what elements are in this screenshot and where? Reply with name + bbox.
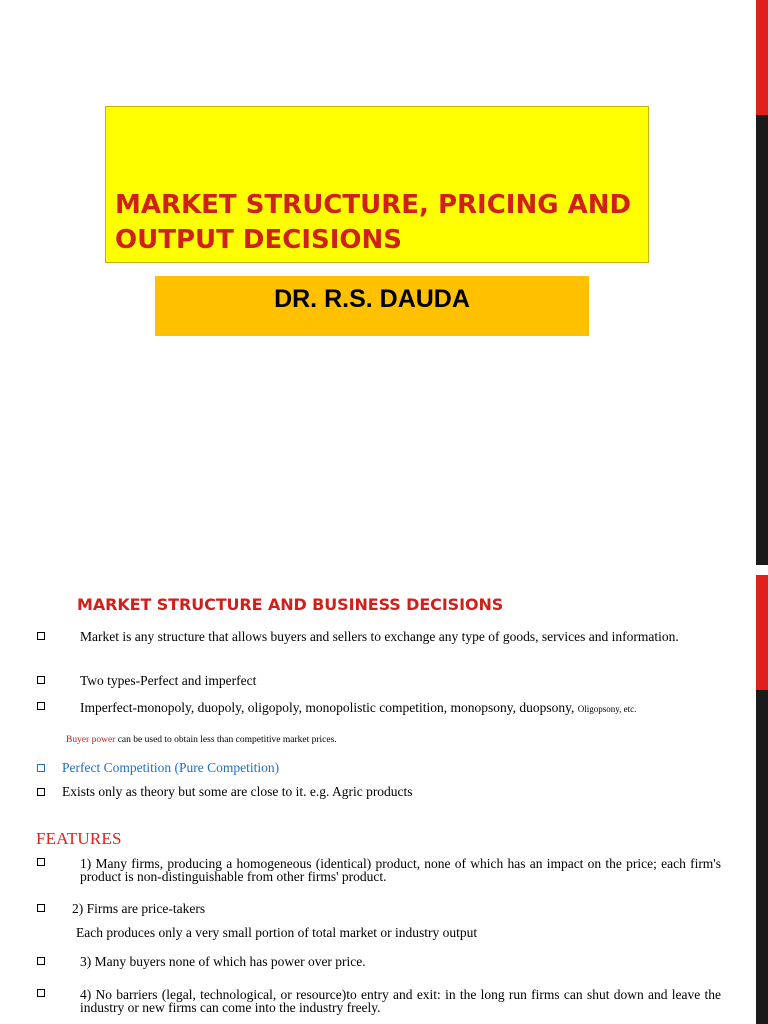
bullet-two-types: Two types-Perfect and imperfect: [80, 673, 257, 688]
square-bullet-icon: [37, 676, 45, 684]
exists-only-text: Exists only as theory but some are close to it. e.g. Agric products: [62, 784, 413, 799]
feature-many-buyers: 3) Many buyers none of which has power over price.: [80, 954, 366, 969]
square-bullet-icon: [37, 632, 45, 640]
bullet-imperfect-types: [80, 701, 636, 716]
features-heading: FEATURES: [36, 829, 122, 848]
square-bullet-icon: [37, 858, 45, 866]
feature-no-barriers: 4) No barriers (legal, technological, or resource)to entry and exit: in the long run firms can shut down and leave the industry or new firms can come into the industry freely.: [80, 987, 721, 1015]
feature-price-takers-detail: Each produces only a very small portion of total market or industry output: [76, 925, 478, 940]
square-bullet-icon: [37, 788, 45, 796]
content-slide: [0, 565, 768, 1024]
square-bullet-icon: [37, 904, 45, 912]
square-bullet-icon: [37, 957, 45, 965]
author-name: DR. R.S. DAUDA: [274, 285, 470, 313]
imperfect-types-text: Imperfect-monopoly, duopoly, oligopoly, monopolistic competition, monopsony, duopsony,: [80, 700, 575, 715]
square-bullet-icon: [37, 764, 45, 772]
buyer-power-label: Buyer power: [66, 735, 116, 745]
author-box: [155, 276, 589, 336]
buyer-power-text: can be used to obtain less than competitive market prices.: [117, 735, 337, 745]
buyer-power-note: [66, 734, 337, 747]
bullet-market-definition: Market is any structure that allows buyers and sellers to exchange any type of goods, services and information.: [80, 629, 679, 644]
perfect-competition-heading: Perfect Competition (Pure Competition): [62, 760, 280, 775]
slide-accent-bar-red: [756, 0, 768, 115]
slide-accent-bar-red: [756, 575, 768, 690]
square-bullet-icon: [37, 702, 45, 710]
imperfect-types-small: Oligopsony, etc.: [577, 704, 637, 714]
feature-many-firms: 1) Many firms, producing a homogeneous (identical) product, none of which has an impact on the price; each firm's product is non-distinguishable from other firms' product.: [80, 856, 721, 884]
feature-price-takers: 2) Firms are price-takers: [72, 901, 206, 916]
title-box: [105, 106, 649, 263]
square-bullet-icon: [37, 989, 45, 997]
section-heading: MARKET STRUCTURE AND BUSINESS DECISIONS: [77, 595, 504, 614]
slide-accent-bar-dark: [756, 690, 768, 1024]
slide-accent-bar-dark: [756, 115, 768, 565]
slide-title: MARKET STRUCTURE, PRICING AND OUTPUT DECISIONS: [115, 190, 632, 255]
